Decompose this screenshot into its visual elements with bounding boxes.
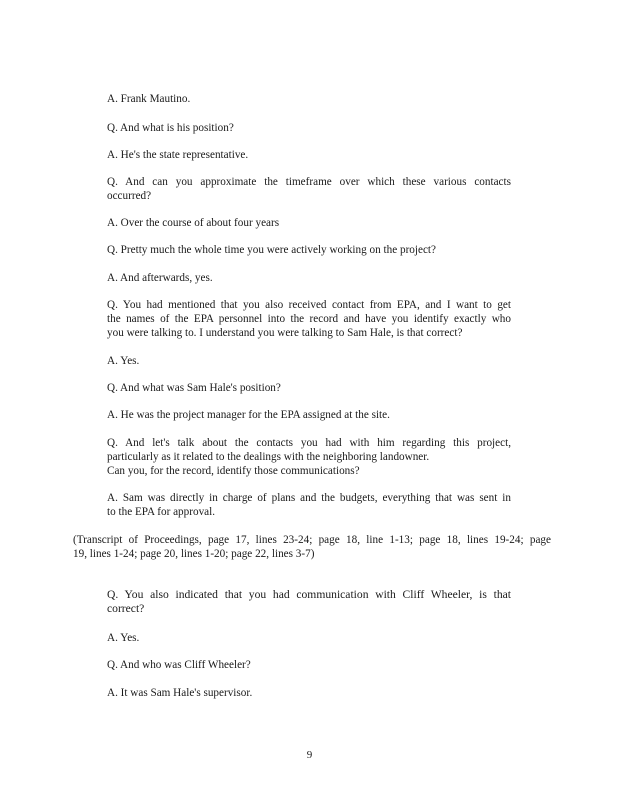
text-line: Q. And who was Cliff Wheeler?: [107, 659, 251, 671]
text-line: Q. You also indicated that you had communication with Cliff Wheeler, is that: [107, 588, 511, 601]
answer-paragraph: [107, 408, 511, 422]
text-line: 19, lines 1-24; page 20, lines 1-20; page 22, lines 3-7): [73, 548, 315, 560]
answer-paragraph: [107, 354, 511, 368]
answer-paragraph: [107, 216, 511, 230]
question-paragraph: [107, 658, 511, 672]
page-number: 9: [306, 749, 313, 761]
question-paragraph: [107, 588, 511, 616]
text-line: A. It was Sam Hale's supervisor.: [107, 687, 253, 699]
text-line: A. Frank Mautino.: [107, 93, 191, 105]
text-line: A. Yes.: [107, 355, 140, 367]
question-paragraph: [107, 121, 511, 135]
answer-paragraph: [107, 271, 511, 285]
text-line: Q. And what is his position?: [107, 122, 234, 134]
text-line: Q. And let's talk about the contacts you had with him regarding this project,: [107, 437, 511, 449]
text-line: correct?: [107, 602, 145, 615]
text-line: occurred?: [107, 190, 152, 202]
answer-paragraph: [107, 686, 511, 700]
answer-paragraph: [107, 148, 511, 162]
question-paragraph: [107, 298, 511, 340]
text-line: particularly as it related to the dealings with the neighboring landowner.: [107, 451, 430, 463]
answer-paragraph: [107, 491, 511, 519]
answer-paragraph: [107, 92, 511, 106]
text-line: Can you, for the record, identify those communications?: [107, 465, 360, 477]
text-line: A. Sam was directly in charge of plans and the budgets, everything that was sent in: [107, 492, 511, 504]
text-line: Q. And can you approximate the timeframe over which these various contacts: [107, 176, 511, 188]
question-paragraph: [107, 243, 511, 257]
text-line: A. And afterwards, yes.: [107, 272, 213, 284]
text-line: Q. Pretty much the whole time you were actively working on the project?: [107, 244, 437, 256]
text-line: A. He's the state representative.: [107, 149, 249, 161]
answer-paragraph: [107, 631, 511, 645]
question-paragraph: [107, 381, 511, 395]
question-paragraph: [107, 175, 511, 203]
text-line: A. Yes.: [107, 632, 140, 644]
text-line: Q. And what was Sam Hale's position?: [107, 382, 281, 394]
question-paragraph: [107, 436, 511, 478]
text-line: Q. You had mentioned that you also received contact from EPA, and I want to get: [107, 299, 511, 311]
text-line: the names of the EPA personnel into the record and have you identify exactly who: [107, 313, 511, 325]
text-line: A. Over the course of about four years: [107, 217, 280, 229]
text-line: (Transcript of Proceedings, page 17, lines 23-24; page 18, line 1-13; page 18, lines 19-24; page: [73, 534, 551, 546]
text-line: A. He was the project manager for the EPA assigned at the site.: [107, 409, 390, 421]
transcript-citation: [73, 533, 551, 561]
text-line: you were talking to. I understand you were talking to Sam Hale, is that correct?: [107, 327, 463, 339]
text-line: to the EPA for approval.: [107, 506, 216, 518]
